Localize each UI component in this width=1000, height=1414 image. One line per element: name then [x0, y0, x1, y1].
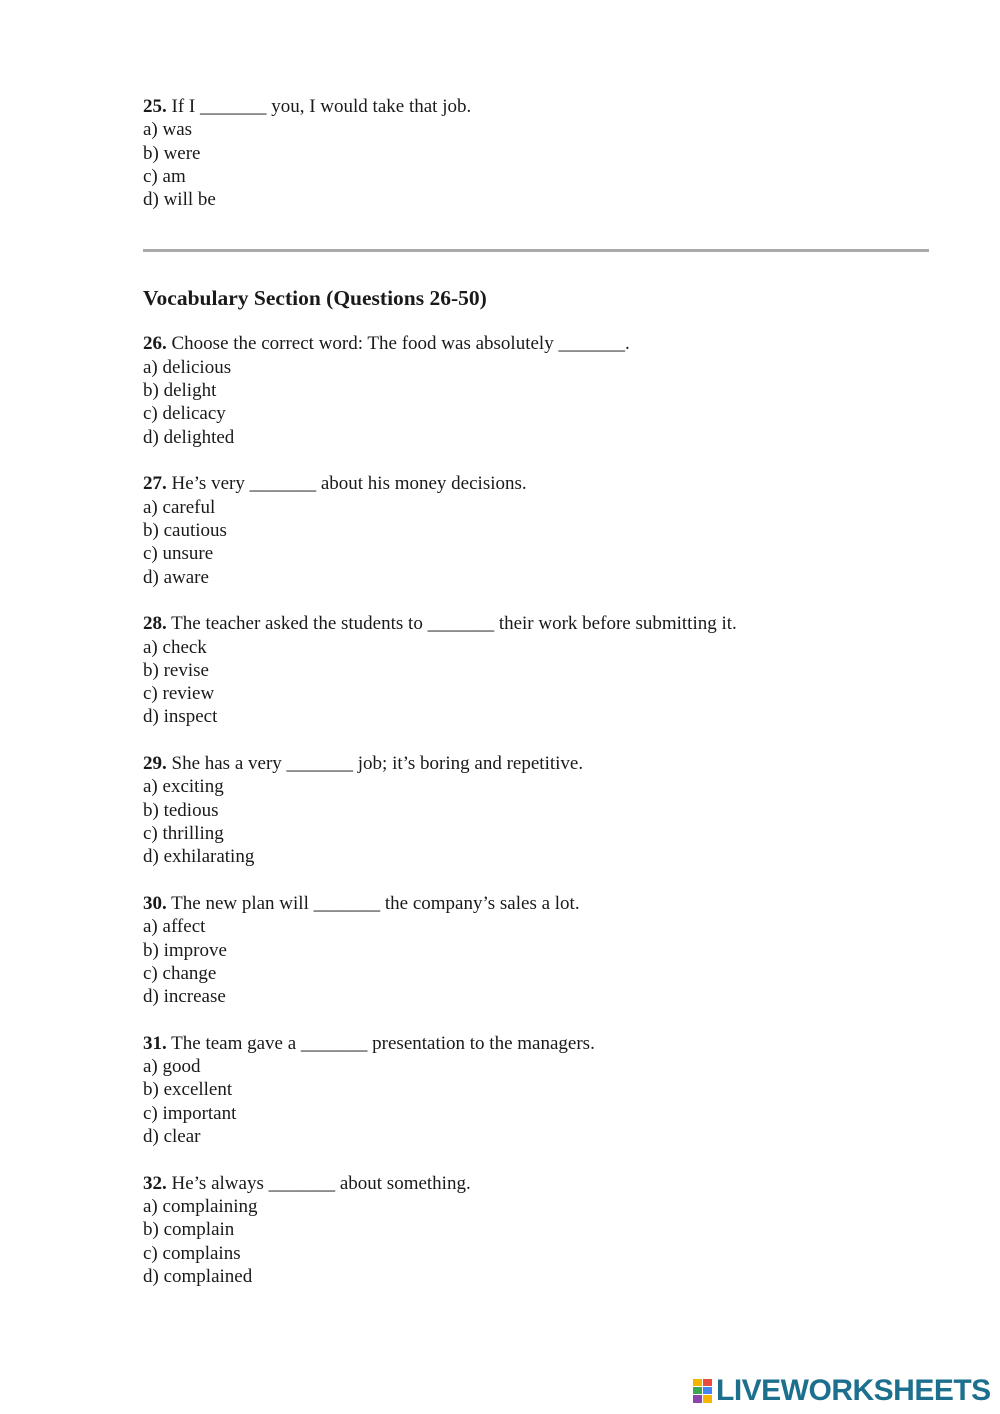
answer-option[interactable]: a) delicious: [143, 356, 232, 378]
answer-option[interactable]: d) aware: [143, 566, 209, 588]
answer-option[interactable]: a) complaining: [143, 1196, 258, 1218]
answer-option[interactable]: c) complains: [143, 1242, 241, 1264]
question-block: [143, 472, 929, 588]
question-prompt: She has a very _______ job; it’s boring and repetitive.: [166, 753, 584, 775]
question-prompt: He’s very _______ about his money decisions.: [166, 473, 527, 495]
question-prompt: The new plan will _______ the company’s sales a lot.: [166, 892, 580, 914]
answer-option[interactable]: a) check: [143, 636, 207, 658]
question-prompt: If I _______ you, I would take that job.: [166, 96, 472, 117]
answer-option[interactable]: d) clear: [143, 1126, 201, 1148]
logo-mark-icon: [693, 1379, 713, 1403]
answer-option[interactable]: b) delight: [143, 380, 217, 402]
liveworksheets-logo: [693, 1376, 991, 1406]
question-prompt: Choose the correct word: The food was absolutely _______.: [166, 333, 630, 355]
logo-mark-cell: [703, 1395, 712, 1403]
logo-mark-cell: [693, 1395, 702, 1403]
logo-mark-cell: [703, 1387, 712, 1394]
question-prompt: He’s always _______ about something.: [166, 1172, 471, 1194]
question-number: 30.: [143, 892, 167, 914]
question-text: [143, 332, 929, 355]
answer-option[interactable]: b) cautious: [143, 519, 227, 541]
question-text: [143, 892, 929, 915]
answer-option[interactable]: b) excellent: [143, 1079, 233, 1101]
question-block: [143, 95, 929, 211]
question-prompt: The team gave a _______ presentation to the managers.: [166, 1032, 595, 1054]
answer-option[interactable]: d) delighted: [143, 426, 235, 448]
logo-mark-cell: [703, 1379, 712, 1386]
answer-option[interactable]: a) careful: [143, 496, 216, 518]
answer-option[interactable]: d) inspect: [143, 706, 218, 728]
answer-option[interactable]: a) good: [143, 1056, 201, 1078]
logo-text: LIVEWORKSHEETS: [716, 1374, 991, 1407]
section-title: Vocabulary Section (Questions 26-50): [143, 286, 487, 311]
question-block: [143, 1032, 929, 1148]
question-text: [143, 472, 929, 495]
answer-option[interactable]: d) will be: [143, 189, 216, 211]
answer-option[interactable]: c) change: [143, 962, 217, 984]
answer-option[interactable]: c) am: [143, 165, 186, 187]
answer-option[interactable]: b) tedious: [143, 799, 219, 821]
answer-option[interactable]: c) delicacy: [143, 403, 226, 425]
answer-option[interactable]: b) complain: [143, 1219, 235, 1241]
answer-option[interactable]: b) improve: [143, 939, 227, 961]
question-text: [143, 1032, 929, 1055]
answer-option[interactable]: a) affect: [143, 916, 206, 938]
pre-section-questions: [143, 95, 929, 211]
question-number: 27.: [143, 473, 167, 495]
question-text: [143, 1172, 929, 1195]
question-text: [143, 752, 929, 775]
answer-option[interactable]: b) revise: [143, 659, 209, 681]
question-prompt: The teacher asked the students to _______ their work before submitting it.: [166, 613, 737, 635]
answer-option[interactable]: a) exciting: [143, 776, 224, 798]
answer-option[interactable]: d) increase: [143, 986, 226, 1008]
question-block: [143, 892, 929, 1008]
logo-mark-cell: [693, 1387, 702, 1394]
answer-option[interactable]: d) complained: [143, 1265, 253, 1287]
answer-option[interactable]: c) review: [143, 683, 215, 705]
question-block: [143, 752, 929, 868]
answer-option[interactable]: c) thrilling: [143, 823, 224, 844]
answer-option[interactable]: c) important: [143, 1102, 237, 1124]
worksheet-page: [143, 95, 929, 1312]
question-number: 28.: [143, 613, 167, 635]
section-divider: [143, 249, 929, 252]
question-number: 29.: [143, 753, 167, 775]
question-block: [143, 612, 929, 728]
logo-mark-cell: [693, 1379, 702, 1386]
question-block: [143, 332, 929, 448]
question-text: [143, 95, 929, 118]
question-number: 26.: [143, 333, 167, 355]
question-number: 32.: [143, 1172, 167, 1194]
answer-option[interactable]: c) unsure: [143, 543, 214, 565]
question-number: 31.: [143, 1032, 167, 1054]
question-text: [143, 612, 929, 635]
answer-option[interactable]: a) was: [143, 119, 193, 141]
answer-option[interactable]: d) exhilarating: [143, 846, 255, 868]
vocabulary-questions: [143, 332, 929, 1288]
question-block: [143, 1172, 929, 1288]
question-number: 25.: [143, 96, 167, 117]
answer-option[interactable]: b) were: [143, 142, 201, 164]
